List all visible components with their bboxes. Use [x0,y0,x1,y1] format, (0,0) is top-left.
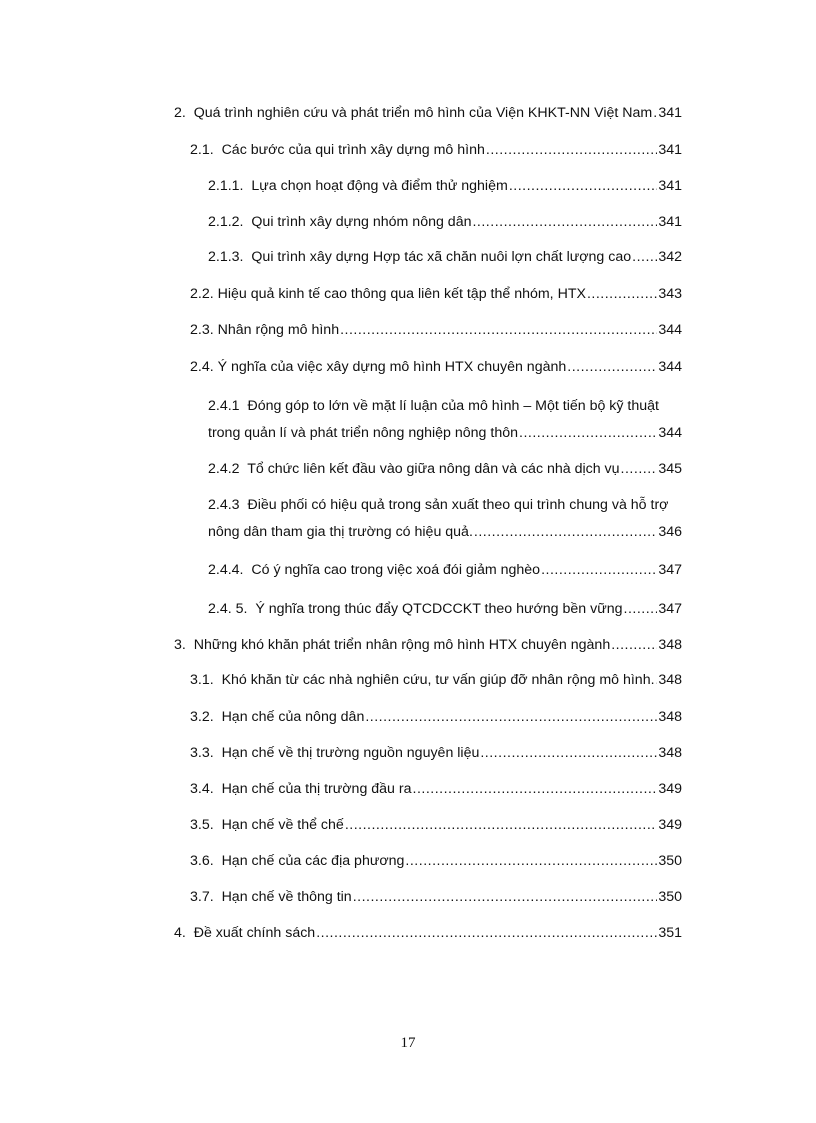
toc-number: 3.7. [190,889,214,905]
toc-entry[interactable] [190,671,682,689]
toc-number: 3.4. [190,781,214,797]
toc-entry[interactable] [208,496,682,541]
toc-number: 2. [174,105,186,121]
toc-entry[interactable] [190,321,682,339]
toc-entry[interactable] [208,600,682,618]
toc-title: Hạn chế của thị trường đầu ra [221,781,412,797]
toc-page: 342 [658,249,682,265]
toc-leader [472,213,657,231]
toc-page: 349 [658,817,682,833]
toc-page: 341 [658,142,682,158]
toc-entry[interactable] [208,248,682,266]
toc-title-line1: Đóng góp to lớn về mặt lí luận của mô hình – Một tiến bộ kỹ thuật [247,398,659,414]
toc-leader [405,852,657,870]
toc-number: 2.1.2. [208,214,244,230]
toc-page: 347 [658,562,682,578]
toc-page: 345 [658,461,682,477]
toc-page: 350 [658,853,682,869]
toc-title: Đề xuất chính sách [193,925,316,941]
toc-entry[interactable] [190,780,682,798]
toc-title: Nhân rộng mô hình [217,322,340,338]
toc-leader [474,523,657,541]
toc-page: 341 [658,105,682,121]
toc-page: 344 [658,425,682,441]
toc-page: 348 [658,672,682,688]
toc-entry[interactable] [190,141,682,159]
toc-page: 348 [658,745,682,761]
toc-leader [519,424,657,442]
toc-entry[interactable] [190,744,682,762]
toc-number: 3. [174,637,186,653]
toc-entry[interactable] [190,888,682,906]
toc-page: 346 [658,524,682,540]
toc-entry[interactable] [190,852,682,870]
toc-title: Hạn chế của các địa phương [221,853,405,869]
toc-leader [587,285,657,303]
toc-number: 3.3. [190,745,214,761]
toc-leader [316,924,657,942]
toc-number: 3.6. [190,853,214,869]
toc-leader [541,561,657,579]
toc-number: 3.1. [190,672,214,688]
toc-title: Hạn chế về thể chế [221,817,344,833]
toc-title-line1: Điều phối có hiệu quả trong sản xuất theo qui trình chung và hỗ trợ [247,497,669,513]
toc-title: Hạn chế về thông tin [221,889,352,905]
toc-leader [340,321,657,339]
toc-entry[interactable] [208,561,682,579]
toc-page: 348 [658,637,682,653]
page-number: 17 [400,1035,416,1051]
toc-leader [345,816,658,834]
toc-leader [413,780,658,798]
toc-entry[interactable] [174,636,682,654]
toc-title-line2: trong quản lí và phát triển nông nghiệp nông thôn [208,425,519,441]
toc-leader [653,104,657,122]
toc-number: 3.2. [190,709,214,725]
toc-page: 341 [658,214,682,230]
toc-number: 2.1.3. [208,249,244,265]
toc-number: 2.1.1. [208,178,244,194]
toc-entry[interactable] [190,816,682,834]
toc-title: Hạn chế của nông dân [221,709,365,725]
toc-title: Hiệu quả kinh tế cao thông qua liên kết tập thể nhóm, HTX [217,286,586,302]
toc-leader [624,600,658,618]
toc-leader [621,460,658,478]
toc-entry[interactable] [174,924,682,942]
toc-leader [611,636,657,654]
toc-number: 2.4.1 [208,398,240,414]
toc-entry[interactable] [190,708,682,726]
toc-title: Qui trình xây dựng Hợp tác xã chăn nuôi lợn chất lượng cao [251,249,632,265]
toc-title: Tổ chức liên kết đầu vào giữa nông dân và các nhà dịch vụ [247,461,620,477]
toc-entry[interactable] [190,285,682,303]
toc-number: 4. [174,925,186,941]
toc-number: 2.4. [190,359,214,375]
toc-title: Ý nghĩa của việc xây dựng mô hình HTX chuyên ngành [217,359,567,375]
toc-entry[interactable] [208,460,682,478]
toc-number: 2.3. [190,322,214,338]
toc-number: 2.4.4. [208,562,244,578]
toc-number: 2.1. [190,142,214,158]
toc-leader [353,888,658,906]
toc-page: 347 [658,601,682,617]
toc-page: 349 [658,781,682,797]
toc-title: Các bước của qui trình xây dựng mô hình [221,142,485,158]
toc-page: 344 [658,322,682,338]
toc-leader [567,358,657,376]
toc-entry[interactable] [190,358,682,376]
toc-title: Hạn chế về thị trường nguồn nguyên liệu [221,745,480,761]
toc-entry[interactable] [208,177,682,195]
toc-page: 348 [658,709,682,725]
toc-page: 344 [658,359,682,375]
toc-number: 2.2. [190,286,214,302]
toc-leader [486,141,657,159]
toc-leader [509,177,658,195]
toc-title: Ý nghĩa trong thúc đẩy QTCDCCKT theo hướng bền vững [255,601,623,617]
toc-leader [632,248,657,266]
toc-title-line2: nông dân tham gia thị trường có hiệu quả. [208,524,473,540]
toc-title: Khó khăn từ các nhà nghiên cứu, tư vấn giúp đỡ nhân rộng mô hình. [221,672,655,688]
toc-leader [656,671,658,689]
toc-leader [480,744,657,762]
toc-title: Có ý nghĩa cao trong việc xoá đói giảm nghèo [251,562,541,578]
toc-title: Quá trình nghiên cứu và phát triển mô hình của Viện KHKT-NN Việt Nam [193,105,653,121]
toc-leader [365,708,657,726]
toc-page: 351 [658,925,682,941]
toc-title: Lựa chọn hoạt động và điểm thử nghiệm [251,178,508,194]
toc-page: 343 [658,286,682,302]
toc-entry[interactable] [208,213,682,231]
toc-number: 2.4.2 [208,461,240,477]
toc-page: 350 [658,889,682,905]
toc-number: 3.5. [190,817,214,833]
toc-entry[interactable] [208,397,682,442]
toc-number: 2.4.3 [208,497,240,513]
toc-title: Những khó khăn phát triển nhân rộng mô hình HTX chuyên ngành [193,637,611,653]
toc-page: 341 [658,178,682,194]
toc-entry[interactable] [174,104,682,122]
toc-title: Qui trình xây dựng nhóm nông dân [251,214,472,230]
toc-number: 2.4. 5. [208,601,248,617]
